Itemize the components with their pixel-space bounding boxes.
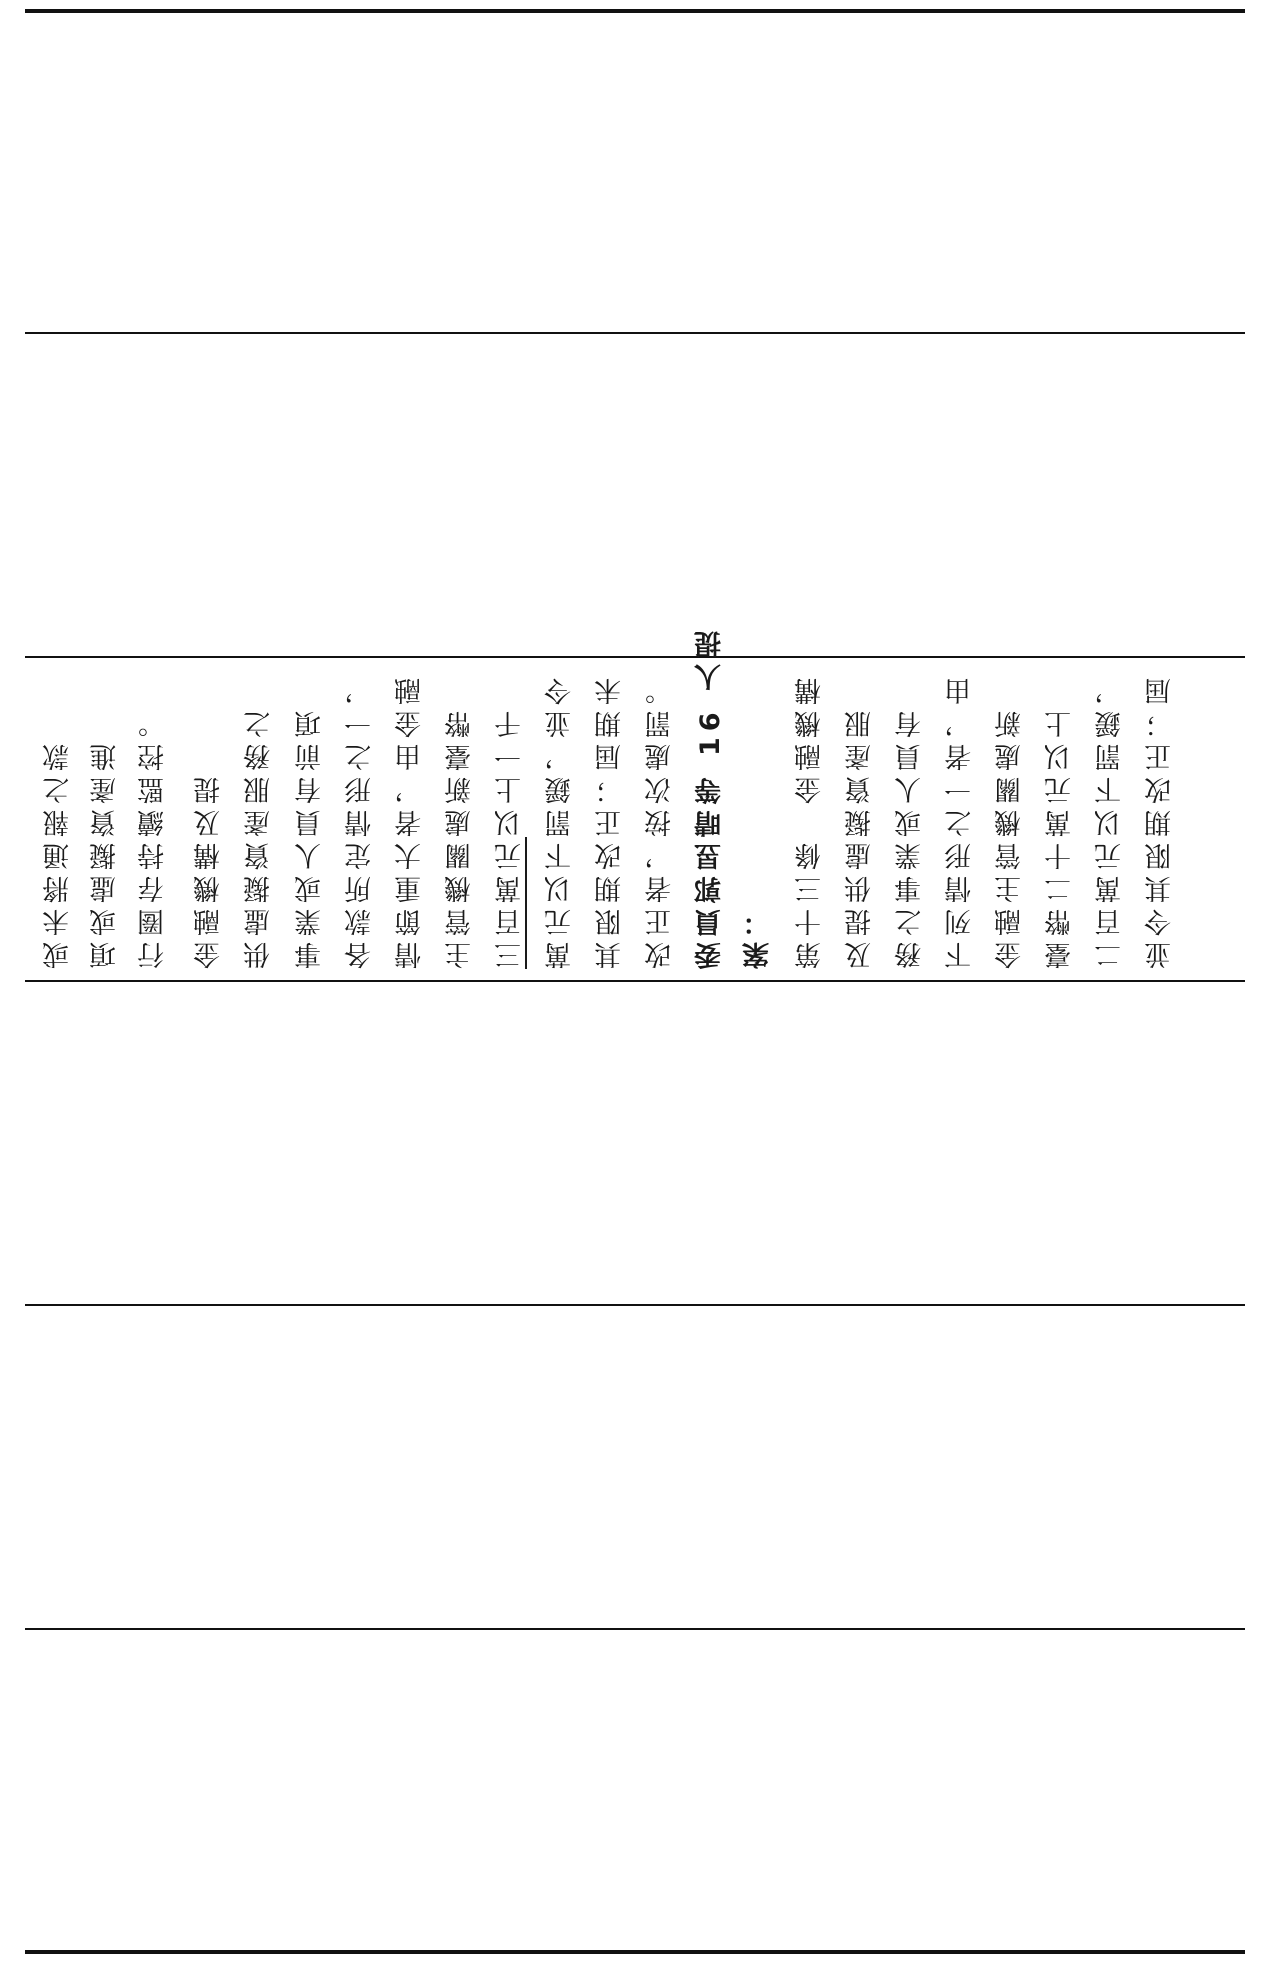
text-line: 主管機關處新臺幣 [445,705,476,969]
proposal-header: 委員郭昱晴等 16 人提 [695,624,726,969]
article-line: 金融主管機關處新 [995,705,1026,969]
article-line: 第十三條 金融機構 [795,672,826,969]
article-line: 臺幣二十萬元以上 [1045,705,1076,969]
row-divider [25,980,1245,982]
article-line: 下列情形之一者，由 [945,672,976,969]
text-line: 項或虛擬資產進 [90,738,121,969]
row-divider [25,656,1245,658]
article-line: 及提供虛擬資產服 [845,705,876,969]
text-line: 改正者，按次處罰。 [645,672,676,969]
text-line: 或未將通報之款 [43,738,74,969]
text-line: 情節重大者，由金融 [395,672,426,969]
row-divider [25,1304,1245,1306]
article-line: 二百萬元以下罰鍰， [1095,672,1126,969]
text-line: 其限期改正；屆期未 [595,672,626,969]
top-border-line [25,9,1245,13]
text-line: 金融機構及提 [194,771,225,969]
article-line: 並令其限期改正；屆 [1145,672,1176,969]
underlined-amount: 三百萬元 [495,837,526,969]
row-divider [25,1628,1245,1630]
text-line: 事業或人員有前項 [295,705,326,969]
bottom-border-line [25,1950,1245,1954]
text-line-underlined [497,705,524,969]
line-remainder: 以上一千 [495,705,526,837]
text-line: 各款所定情形之一， [345,672,376,969]
text-line: 供虛擬資產服務之 [244,705,275,969]
text-line: 萬元以下罰鍰，並令 [545,672,576,969]
article-line: 務之事業或人員有 [895,705,926,969]
proposal-header-cont: 案： [743,903,774,969]
text-line: 行圈存持續監控。 [138,705,169,969]
row-divider [25,332,1245,334]
